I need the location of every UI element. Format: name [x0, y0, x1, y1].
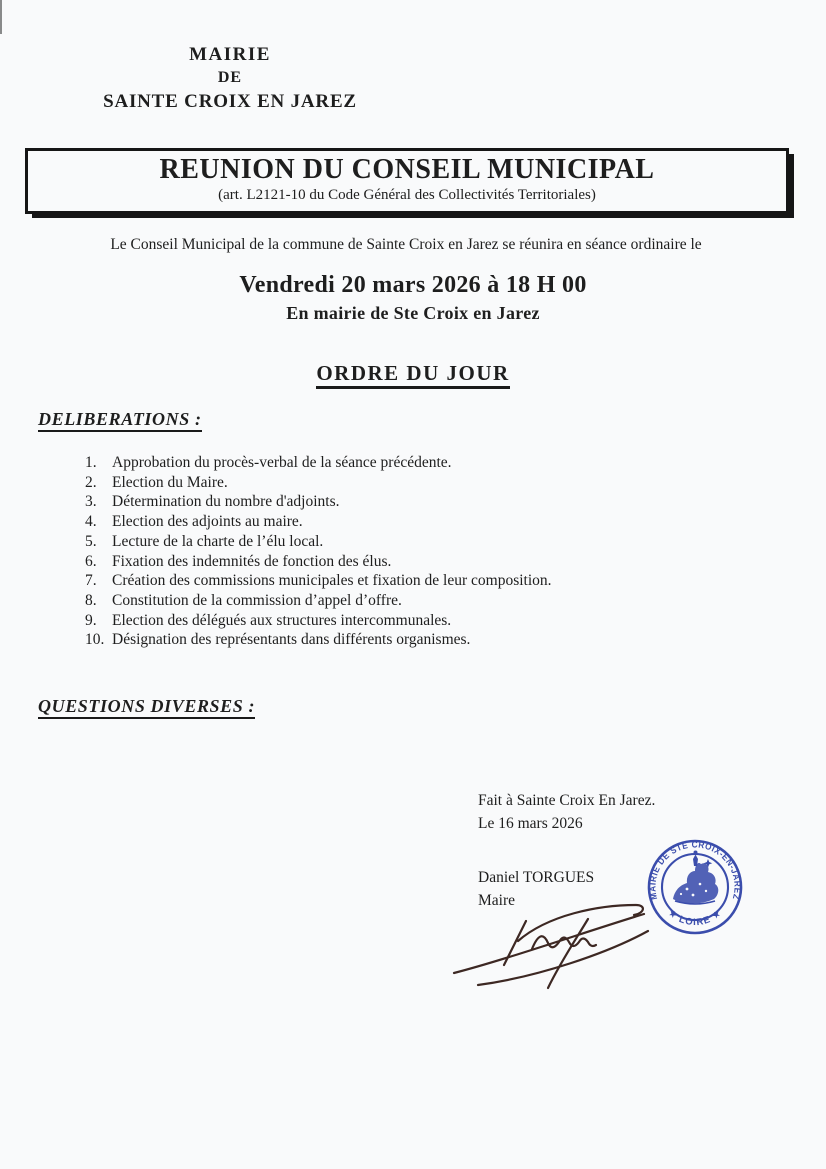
letterhead-line-de: DE	[217, 69, 243, 86]
document-title: REUNION DU CONSEIL MUNICIPAL	[159, 154, 655, 185]
scan-edge-artifact	[0, 0, 2, 34]
deliberations-heading: DELIBERATIONS :	[38, 409, 202, 430]
agenda-list	[85, 453, 735, 650]
signatory-title: Maire	[478, 892, 516, 909]
closing-block	[478, 789, 655, 835]
intro-line: Le Conseil Municipal de la commune de Sainte Croix en Jarez se réunira en séance ordinaire le	[110, 236, 702, 253]
agenda-item: 7. Création des commissions municipales et fixation de leur composition.	[85, 572, 552, 590]
svg-text:★ LOIRE ★	[666, 908, 725, 929]
agenda-item: 9. Election des délégués aux structures intercommunales.	[85, 611, 452, 629]
meeting-datetime: Vendredi 20 mars 2026 à 18 H 00	[239, 272, 587, 298]
agenda-item: 10. Désignation des représentants dans différents organismes.	[85, 631, 471, 649]
agenda-item: 4. Election des adjoints au maire.	[85, 513, 303, 531]
mayor-signature-icon	[448, 893, 660, 993]
closing-place: Fait à Sainte Croix En Jarez.	[478, 792, 656, 809]
stamp-bottom-text: ★ LOIRE ★	[665, 907, 725, 929]
closing-date: Le 16 mars 2026	[478, 815, 583, 832]
questions-diverses-heading: QUESTIONS DIVERSES :	[38, 696, 255, 717]
letterhead	[28, 44, 432, 113]
stamp-ring-text: MAIRIE DE STE CROIX-EN-JAREZ	[647, 839, 743, 902]
agenda-item: 1. Approbation du procès-verbal de la séance précédente.	[85, 454, 452, 471]
agenda-item: 2. Election du Maire.	[85, 473, 228, 491]
letterhead-line-commune: SAINTE CROIX EN JAREZ	[103, 91, 357, 112]
signatory-name: Daniel TORGUES	[478, 869, 595, 886]
agenda-item: 6. Fixation des indemnités de fonction des élus.	[85, 552, 392, 570]
agenda-item: 3. Détermination du nombre d'adjoints.	[85, 493, 340, 511]
agenda-heading: ORDRE DU JOUR	[0, 361, 826, 386]
agenda-item: 5. Lecture de la charte de l’élu local.	[85, 532, 324, 550]
municipal-stamp-seal-icon	[645, 837, 745, 937]
title-box	[25, 148, 789, 214]
agenda-item: 8. Constitution de la commission d’appel d’offre.	[85, 591, 402, 609]
meeting-location: En mairie de Ste Croix en Jarez	[286, 303, 540, 323]
document-subtitle: (art. L2121-10 du Code Général des Collectivités Territoriales)	[218, 187, 596, 203]
letterhead-line-mairie: MAIRIE	[189, 44, 271, 65]
